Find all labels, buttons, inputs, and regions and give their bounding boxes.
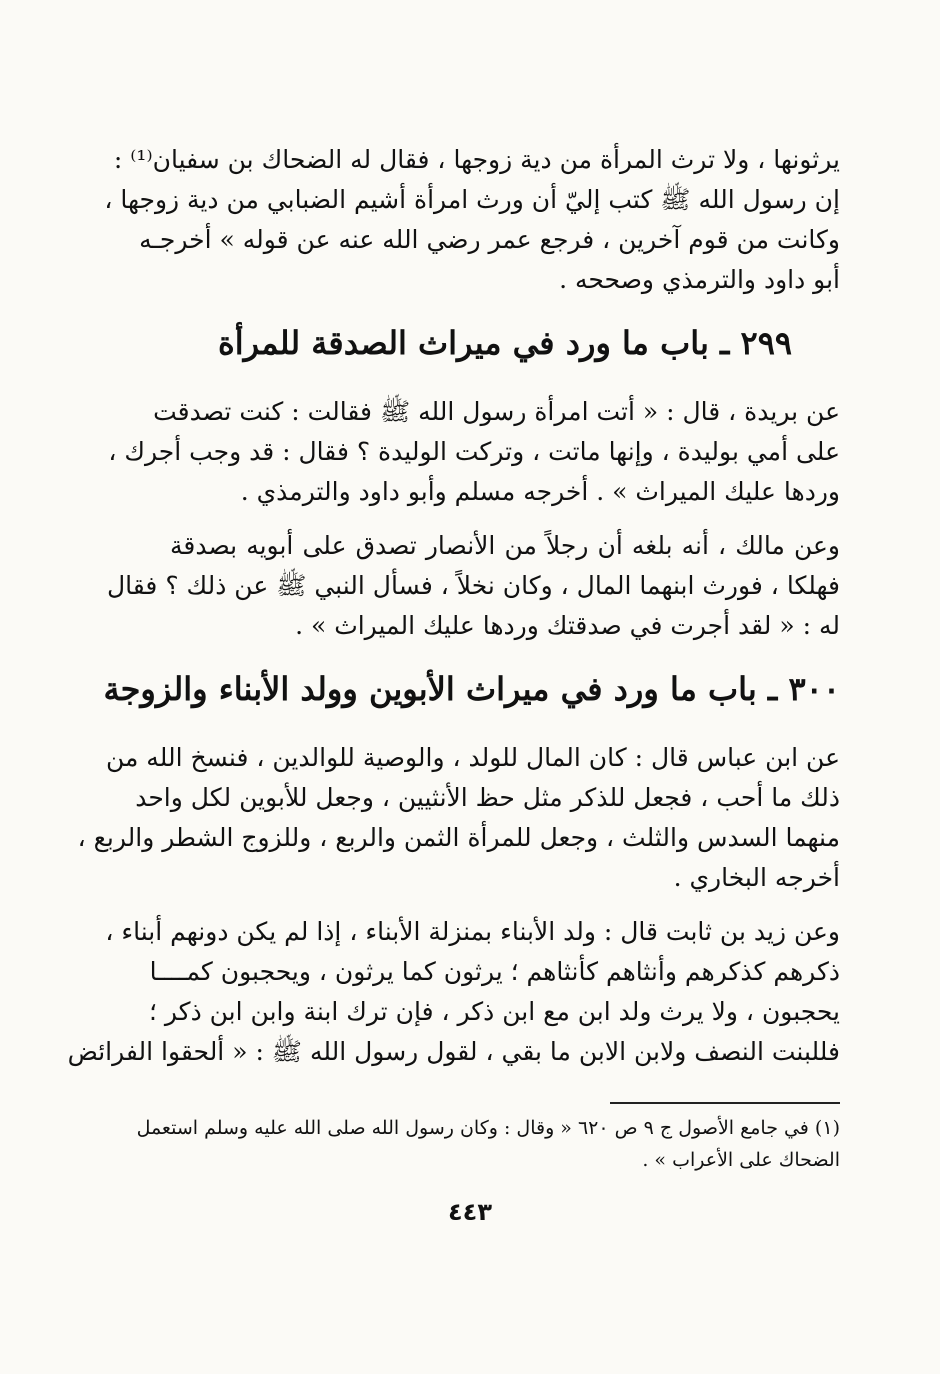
text-line: عن بريدة ، قال : « أتت امرأة رسول الله ﷺ فقالت : كنت تصدقت [153,397,840,426]
intro-paragraph [104,140,840,300]
text-line: وعن زيد بن ثابت قال : ولد الأبناء بمنزلة الأبناء ، إذا لم يكن دونهم أبناء ، [105,917,840,946]
text-line: ذلك ما أحب ، فجعل للذكر مثل حظ الأنثيين ، وجعل للأبوين لكل واحد [135,783,840,812]
page-number: ٤٤٣ [448,1198,492,1226]
section-heading-299: ٢٩٩ ـ باب ما ورد في ميراث الصدقة للمرأة [217,324,793,362]
text-line: أخرجه البخاري . [673,863,840,892]
text-line: ذكرهم كذكرهم وأنثاهم كأنثاهم ؛ يرثون كما يرثون ، ويحجبون كمــــا [149,957,840,986]
paragraph-zaid [67,912,840,1072]
text-line: إن رسول الله ﷺ كتب إليّ أن ورث امرأة أشيم الضبابي من دية زوجها ، [104,185,840,214]
text-line: وردها عليك الميراث » . أخرجه مسلم وأبو داود والترمذي . [240,477,840,506]
text-line: وعن مالك ، أنه بلغه أن رجلاً من الأنصار تصدق على أبويه بصدقة [170,531,840,560]
footnote [136,1112,840,1176]
footnote-line: الضحاك على الأعراب » . [642,1149,840,1171]
text-line: له : « لقد أجرت في صدقتك وردها عليك الميراث » . [295,611,840,640]
text-line: فللبنت النصف ولابن الابن ما بقي ، لقول رسول الله ﷺ : « ألحقوا الفرائض [67,1037,840,1066]
text-line: على أمي بوليدة ، وإنها ماتت ، وتركت الوليدة ؟ فقال : قد وجب أجرك ، [108,437,840,466]
paragraph-malik [107,526,840,646]
text-line: أبو داود والترمذي وصححه . [559,265,840,294]
section-heading-300: ٣٠٠ ـ باب ما ورد في ميراث الأبوين وولد الأبناء والزوجة [103,670,840,708]
text-line: يحجبون ، ولا يرث ولد ابن مع ابن ذكر ، فإن ترك ابنة وابن ابن ذكر ؛ [148,997,840,1026]
footnote-line: (١) في جامع الأصول ج ٩ ص ٦٢٠ « وقال : وكان رسول الله صلى الله عليه وسلم استعمل [136,1117,840,1139]
paragraph-ibn-abbas [77,738,840,898]
text-line: يرثونها ، ولا ترث المرأة من دية زوجها ، فقال له الضحاك بن سفيان⁽¹⁾ : [113,145,840,174]
text-line: عن ابن عباس قال : كان المال للولد ، والوصية للوالدين ، فنسخ الله من [105,743,840,772]
text-line: منهما السدس والثلث ، وجعل للمرأة الثمن والربع ، وللزوج الشطر والربع ، [77,823,840,852]
text-line: وكانت من قوم آخرين ، فرجع عمر رضي الله عنه عن قوله » أخرجـه [139,225,840,254]
text-line: فهلكا ، فورث ابنهما المال ، وكان نخلاً ، فسأل النبي ﷺ عن ذلك ؟ فقال [107,571,840,600]
page-body [67,140,840,1270]
paragraph-buraida [108,392,840,512]
footnote-divider [610,1102,840,1104]
